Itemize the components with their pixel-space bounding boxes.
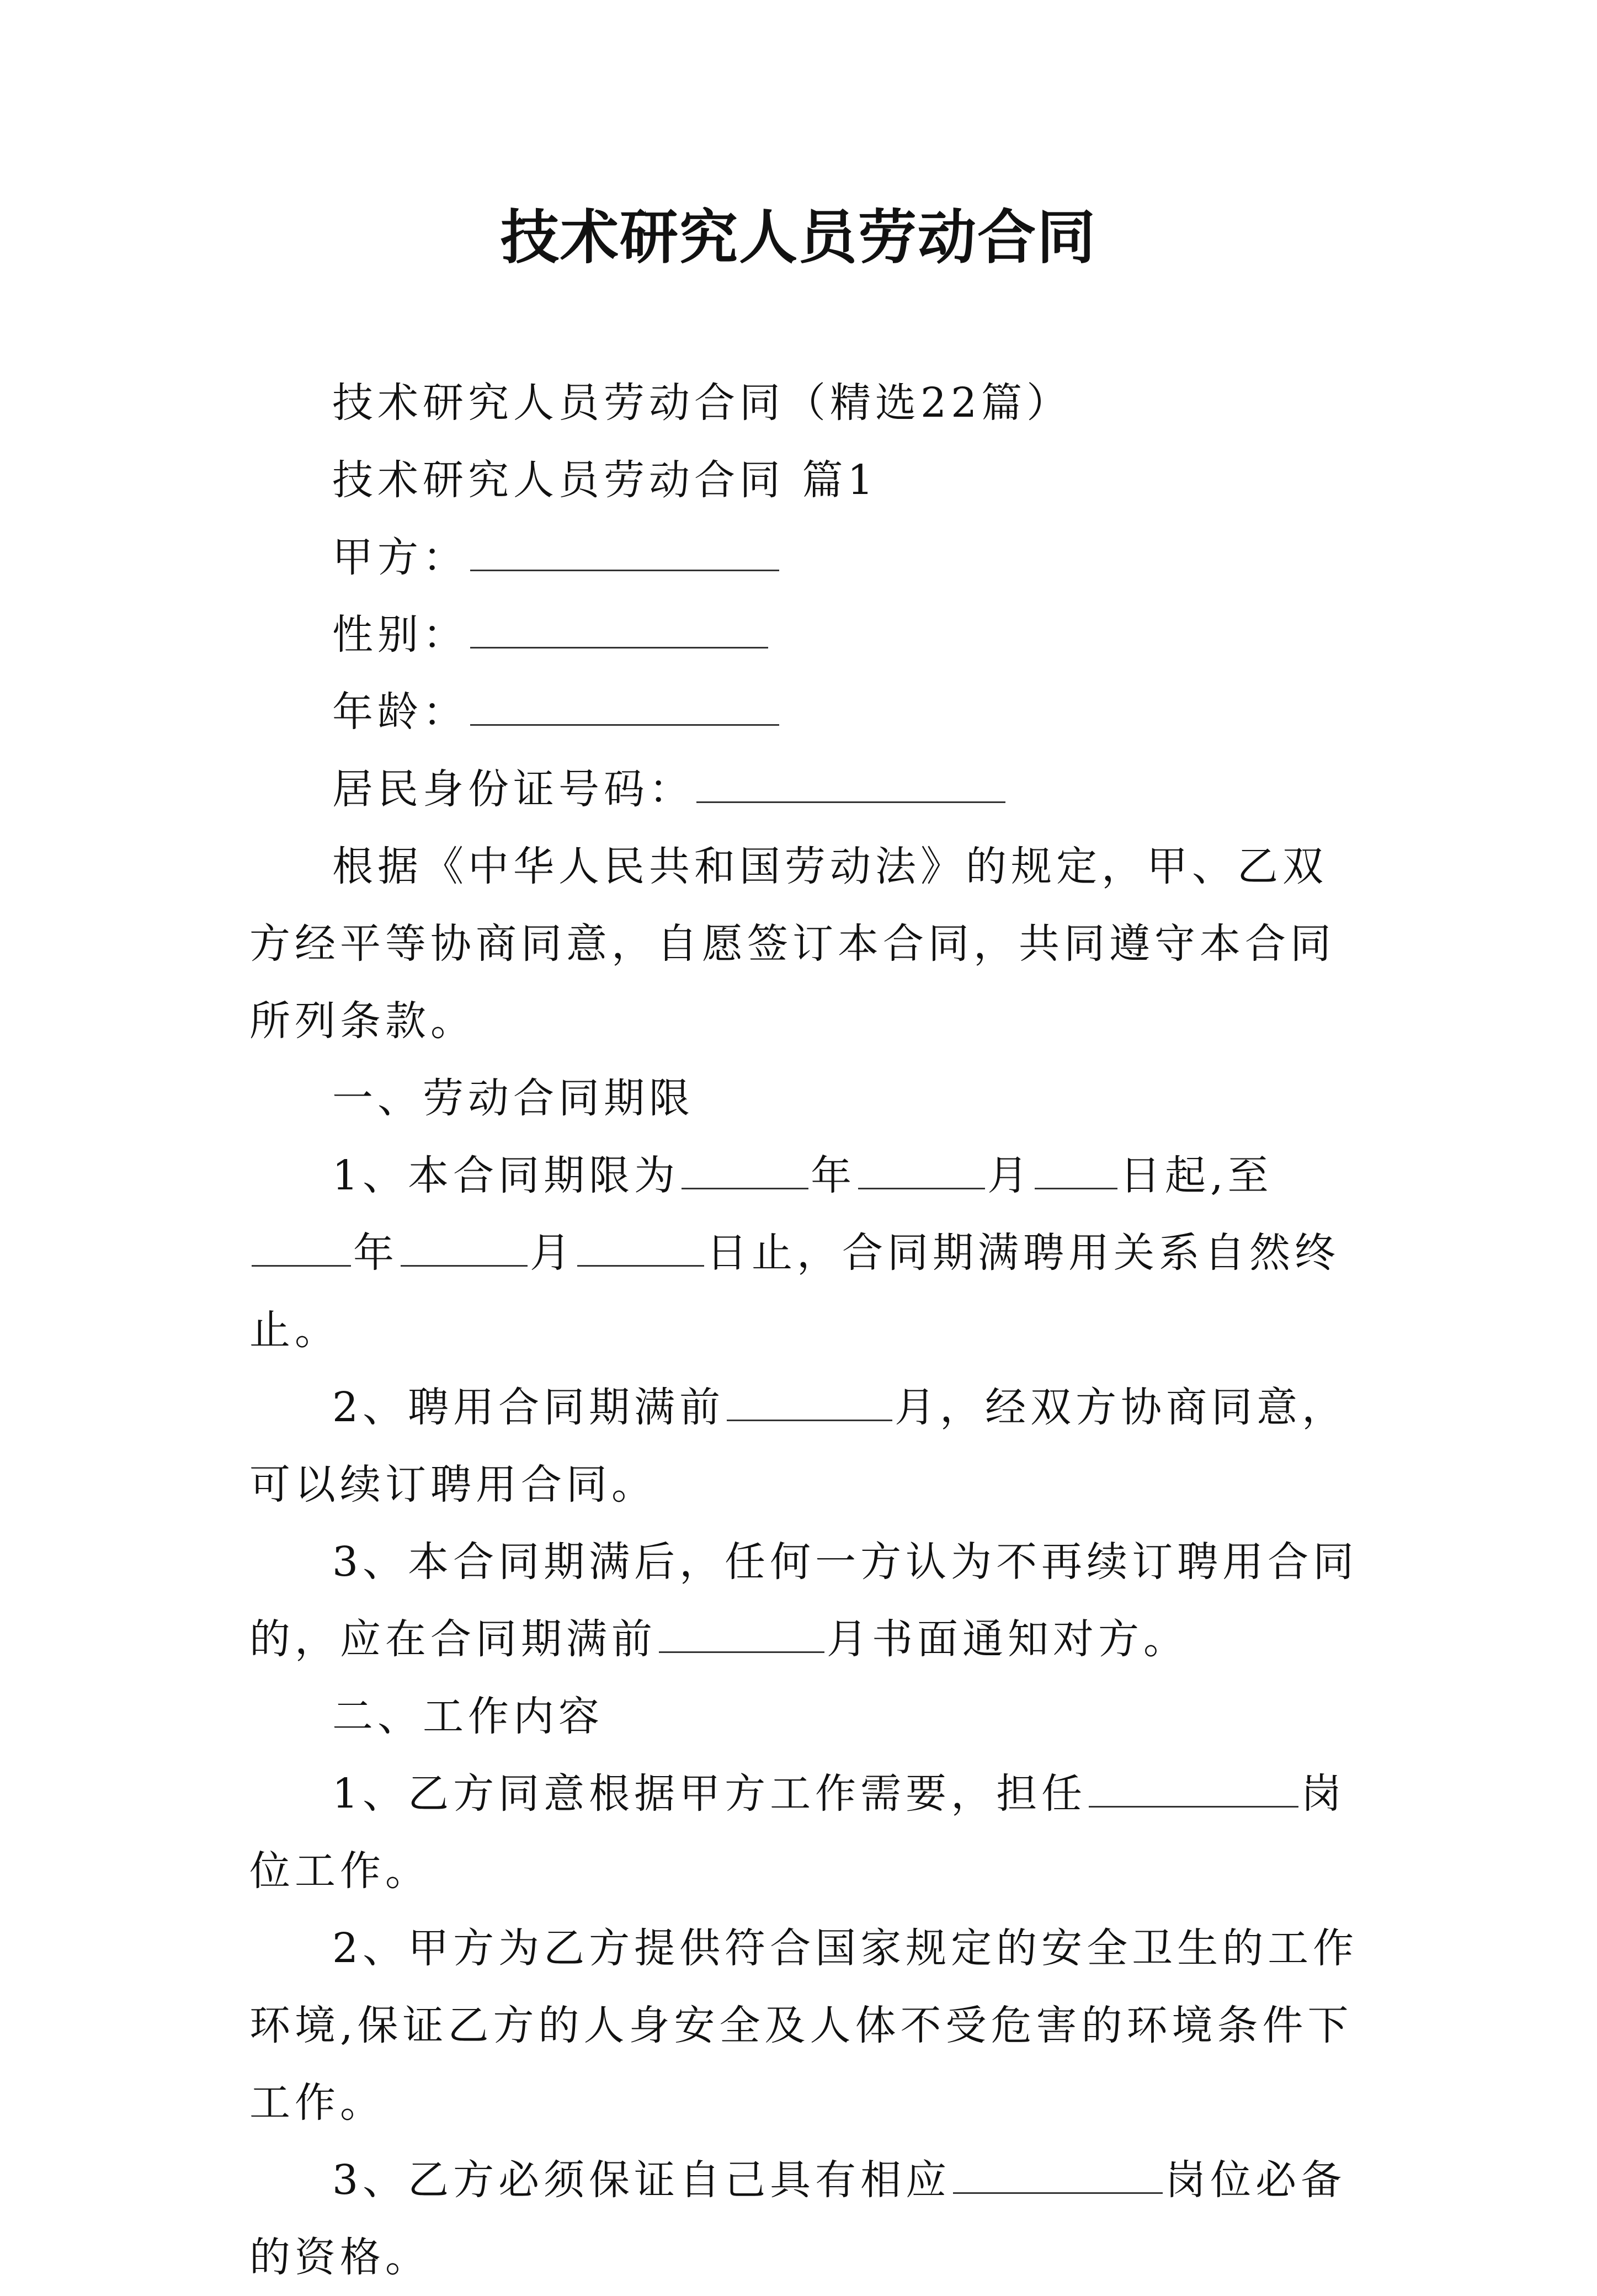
term-c2-text-a: 2、聘用合同期满前 — [332, 1384, 725, 1431]
gender-label: 性别： — [332, 611, 468, 658]
renewal-month-blank — [727, 1382, 892, 1421]
position-blank — [1089, 1768, 1298, 1808]
start-year-blank — [682, 1150, 808, 1189]
start-month-blank — [858, 1150, 985, 1189]
gender-blank — [470, 609, 768, 649]
id-number-label: 居民身份证号码： — [332, 766, 694, 813]
end-day-blank — [577, 1227, 704, 1267]
term-c1-text-a: 1、本合同期限为 — [332, 1152, 680, 1199]
work-clause-3 — [249, 2141, 1370, 2296]
term-c3-text-b: 月书面通知对方。 — [827, 1615, 1189, 1663]
work-c1-text-a: 1、乙方同意根据甲方工作需要，担任 — [332, 1770, 1087, 1817]
work-c3-text-a: 3、乙方必须保证自己具有相应 — [332, 2156, 951, 2204]
start-day-blank — [1035, 1150, 1117, 1189]
term-heading: 一、劳动合同期限 — [332, 1075, 694, 1122]
term-clause-2 — [249, 1369, 1370, 1523]
document-body — [249, 364, 1370, 2296]
work-c1-text-b: 岗位工作。 — [249, 1770, 1346, 1895]
term-c3-text-a: 3、本合同期满后，任何一方认为不再续订聘用合同的，应在合同期满前 — [249, 1538, 1359, 1663]
term-clause-1 — [249, 1137, 1370, 1369]
age-label: 年龄： — [332, 688, 468, 736]
qualification-blank — [953, 2155, 1163, 2194]
intro-paragraph: 根据《中华人民共和国劳动法》的规定，甲、乙双方经平等协商同意，自愿签订本合同，共同遵守本合同所列条款。 — [249, 843, 1335, 1045]
end-month-blank — [401, 1227, 528, 1267]
age-field — [249, 673, 1370, 751]
work-clause-1 — [249, 1755, 1370, 1910]
party-a-field — [249, 519, 1370, 596]
term-c1-text-f: 月 — [530, 1229, 575, 1277]
term-c2-text-b: 月，经双方协商同意，可以续订聘用合同。 — [249, 1384, 1348, 1508]
term-clause-3 — [249, 1523, 1370, 1678]
work-c3-text-b: 岗位必备的资格。 — [249, 2156, 1346, 2281]
subtitle: 技术研究人员劳动合同（精选22篇） — [332, 379, 1072, 427]
id-number-field — [249, 751, 1370, 828]
term-c1-text-d: 日起,至 — [1120, 1152, 1273, 1199]
term-c1-text-e: 年 — [353, 1229, 398, 1277]
gender-field — [249, 596, 1370, 673]
term-c1-text-b: 年 — [811, 1152, 856, 1199]
party-a-blank — [470, 532, 779, 571]
id-number-blank — [696, 764, 1005, 803]
document-title: 技术研究人员劳动合同 — [501, 203, 1096, 272]
section-heading: 技术研究人员劳动合同 篇1 — [332, 456, 878, 504]
work-clause-2: 2、甲方为乙方提供符合国家规定的安全卫生的工作环境,保证乙方的人身安全及人体不受危害的环境条件下工作。 — [249, 1925, 1359, 2127]
term-c1-text-g: 日止，合同期满聘用关系自然终止。 — [249, 1229, 1340, 1354]
term-c1-text-c: 月 — [987, 1152, 1033, 1199]
party-a-label: 甲方： — [332, 534, 468, 581]
work-heading: 二、工作内容 — [332, 1693, 604, 1740]
notice-month-blank — [659, 1614, 824, 1653]
age-blank — [470, 687, 779, 726]
end-year-blank — [252, 1227, 351, 1267]
